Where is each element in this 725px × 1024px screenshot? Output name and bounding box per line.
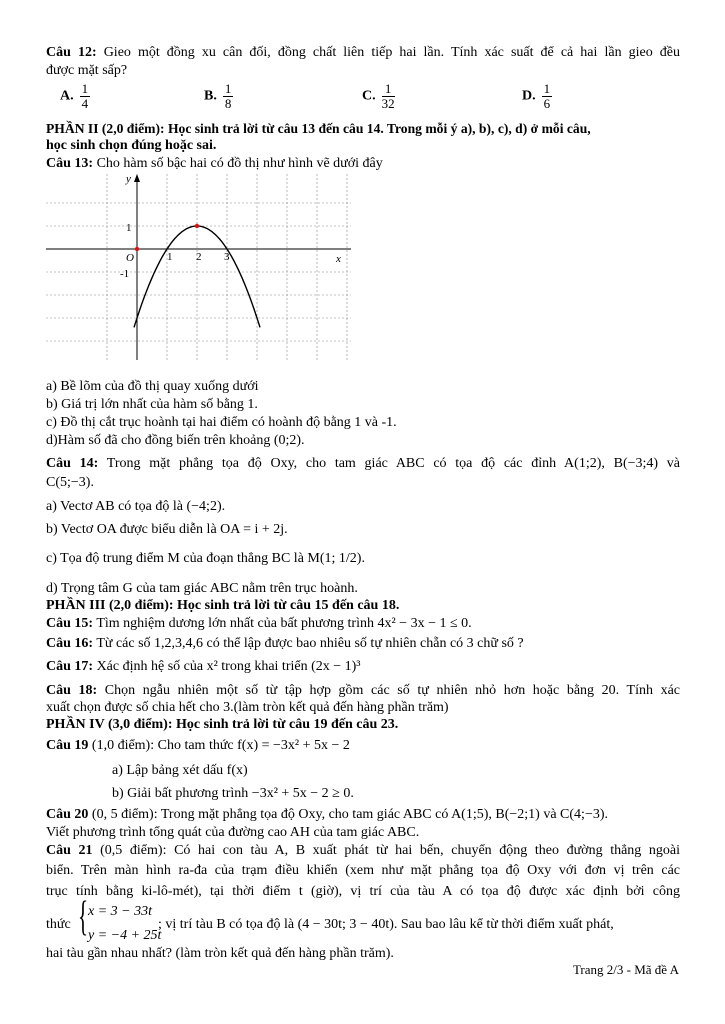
part4-heading: PHẦN IV (3,0 điểm): Học sinh trả lời từ câu 19 đến câu 23. (46, 717, 399, 732)
x-tick-3: 3 (224, 251, 230, 263)
graph-point (195, 224, 199, 228)
graph-point (135, 247, 139, 251)
y-tick-1: 1 (126, 222, 132, 234)
q14-item-b: b) Vectơ OA được biểu diễn là OA = i + 2j. (46, 522, 288, 537)
q17-label: Câu 17: (46, 659, 94, 674)
q12-label: Câu 12: (46, 45, 97, 60)
option-label: A. (60, 88, 74, 104)
q21-text5: hai tàu gần nhau nhất? (làm tròn kết quả đến hàng phần trăm). (46, 946, 394, 961)
brace-icon: { (78, 894, 89, 940)
q14-line1 (46, 455, 680, 472)
fraction: $\frac{1}{32}$ (381, 81, 395, 111)
q14-item-d: d) Trọng tâm G của tam giác ABC nằm trên trục hoành. (46, 581, 358, 596)
origin-label: O (126, 252, 134, 264)
q14-item-a: a) Vectơ AB có tọa độ là (−4;2). (46, 499, 226, 514)
q12-text: Gieo một đồng xu cân đối, đồng chất liên tiếp hai lần. Tính xác suất để cả hai lần gieo đều (103, 45, 681, 60)
y-axis-arrow (134, 174, 140, 182)
q20-line1 (46, 806, 608, 823)
fraction: $\frac{1}{4}$ (81, 81, 89, 111)
q15-line (46, 615, 472, 632)
q18-text2: xuất chọn được số chia hết cho 3.(làm tròn kết quả đến hàng phần trăm) (46, 700, 449, 715)
q21-text3: trục tính bằng ki-lô-mét), tại thời điểm t (giờ), vị trí của tàu A có tọa độ được xác định bởi công (46, 884, 680, 899)
page-footer: Trang 2/3 - Mã đề A (572, 962, 679, 977)
q12-option-d (522, 82, 552, 111)
q14-item-c: c) Tọa độ trung điểm M của đoạn thẳng BC là M(1; 1/2). (46, 551, 365, 566)
q20-text2: Viết phương trình tổng quát của đường cao AH của tam giác ABC. (46, 825, 420, 840)
fraction: $\frac{1}{6}$ (543, 81, 551, 111)
q15-text: Tìm nghiệm dương lớn nhất của bất phương trình 4x² − 3x − 1 ≤ 0. (96, 616, 472, 631)
q19-item-b: b) Giải bất phương trình −3x² + 5x − 2 ≥ 0. (112, 786, 354, 801)
q13-item-b: b) Giá trị lớn nhất của hàm số bằng 1. (46, 397, 258, 412)
y-axis-label: y (126, 173, 131, 185)
x-tick-2: 2 (196, 251, 202, 263)
q20-label: Câu 20 (46, 807, 89, 822)
q18-line1 (46, 682, 680, 699)
q19-line (46, 737, 350, 754)
q12-text2: được mặt sấp? (46, 63, 128, 78)
x-axis-label: x (336, 253, 341, 265)
q13-text: Cho hàm số bậc hai có đồ thị như hình vẽ dưới đây (96, 156, 383, 171)
q18-label: Câu 18: (46, 683, 98, 698)
option-label: D. (522, 88, 536, 104)
q17-line (46, 658, 361, 675)
q19-text: (1,0 điểm): Cho tam thức f(x) = −3x² + 5x − 2 (91, 738, 350, 753)
q16-text: Từ các số 1,2,3,4,6 có thể lập được bao nhiêu số tự nhiên chẵn có 3 chữ số ? (96, 636, 524, 651)
option-label: B. (204, 88, 217, 104)
y-tick-minus-1: -1 (120, 268, 130, 280)
q13-item-c: c) Đồ thị cắt trục hoành tại hai điểm có hoành độ bằng 1 và -1. (46, 415, 397, 430)
q19-item-a: a) Lập bảng xét dấu f(x) (112, 763, 248, 778)
q14-label: Câu 14: (46, 456, 99, 471)
q21-eq2: y = −4 + 25t (88, 928, 162, 943)
q13-line (46, 155, 383, 172)
parabola-curve (134, 226, 260, 327)
x-tick-1: 1 (167, 251, 173, 263)
option-label: C. (362, 88, 376, 104)
part3-heading: PHẦN III (2,0 điểm): Học sinh trả lời từ câu 15 đến câu 18. (46, 598, 400, 613)
q21-text2: biển. Trên màn hình ra-đa của trạm điều khiển (xem như mặt phẳng tọa độ Oxy với đơn vị trên các (46, 863, 680, 878)
parabola-graph (46, 172, 356, 360)
q15-label: Câu 15: (46, 616, 94, 631)
q20-text: (0, 5 điểm): Trong mặt phẳng tọa độ Oxy, cho tam giác ABC có A(1;5), B(−2;1) và C(4;−3). (91, 807, 609, 822)
q17-text: Xác định hệ số của x² trong khai triển (2x − 1)³ (96, 659, 361, 674)
q16-label: Câu 16: (46, 636, 94, 651)
q12-option-c (362, 82, 395, 111)
part2-heading2: học sinh chọn đúng hoặc sai. (46, 138, 217, 153)
q19-label: Câu 19 (46, 738, 89, 753)
q13-label: Câu 13: (46, 156, 94, 171)
q14-text2: C(5;−3). (46, 475, 94, 490)
q21-text: (0,5 điểm): Có hai con tàu A, B xuất phát từ hai bến, chuyển động theo đường thẳng ngoài (100, 843, 681, 858)
q21-text4: ; vị trí tàu B có tọa độ là (4 − 30t; 3 − 40t). Sau bao lâu kể từ thời điểm xuất phát, (158, 917, 614, 932)
q21-eq1: x = 3 − 33t (88, 904, 152, 919)
q21-line1 (46, 842, 680, 859)
graph-grid (46, 174, 356, 360)
part2-heading: PHẦN II (2,0 điểm): Học sinh trả lời từ câu 13 đến câu 14. Trong mỗi ý a), b), c), d) ở mỗi câu, (46, 121, 591, 136)
q13-item-a: a) Bề lõm của đồ thị quay xuống dưới (46, 379, 259, 394)
q21-thuc: thức (46, 917, 71, 932)
q12-option-a (60, 82, 90, 111)
q12-option-b (204, 82, 233, 111)
q18-text: Chọn ngẫu nhiên một số từ tập hợp gồm các số tự nhiên nhỏ hơn hoặc bằng 20. Tính xác (104, 683, 681, 698)
fraction: $\frac{1}{8}$ (224, 81, 232, 111)
q13-item-d: d)Hàm số đã cho đồng biến trên khoảng (0;2). (46, 433, 305, 448)
q14-text: Trong mặt phẳng tọa độ Oxy, cho tam giác ABC có tọa độ các đỉnh A(1;2), B(−3;4) và (106, 456, 681, 471)
q12-line1 (46, 44, 680, 61)
q21-label: Câu 21 (46, 843, 93, 858)
q16-line (46, 635, 524, 652)
